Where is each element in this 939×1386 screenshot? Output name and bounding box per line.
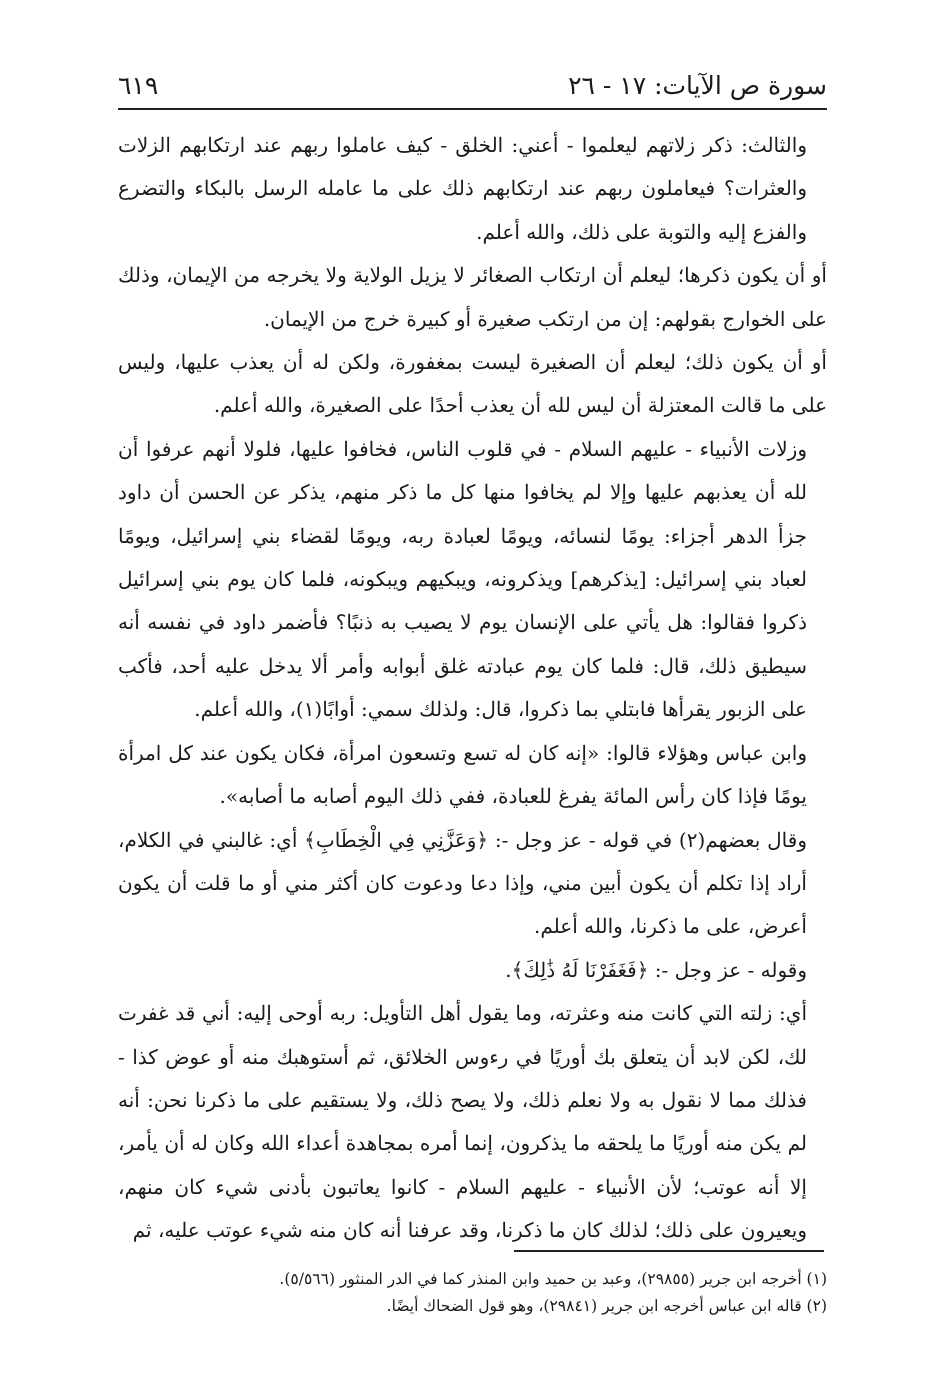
header-divider bbox=[118, 108, 827, 110]
footnote-1: (١) أخرجه ابن جرير (٢٩٨٥٥)، وعبد بن حميد وابن المنذر كما في الدر المنثور (٥/٥٦٦). bbox=[279, 1270, 827, 1288]
paragraph-ibn-abbas: وابن عباس وهؤلاء قالوا: «إنه كان له تسع وتسعون امرأة، فكان يكون عند كل امرأة يومًا فإذا كان رأس المائة يفرغ للعبادة، ففي ذلك اليوم أصابه ما أصابه». bbox=[118, 740, 807, 809]
surah-verses-title: سورة ص الآيات: ١٧ - ٢٦ bbox=[568, 71, 827, 100]
paragraph-minor-sins-punishment: أو أن يكون ذلك؛ ليعلم أن الصغيرة ليست بمغفورة، ولكن له أن يعذب عليها، وليس على ما قالت المعتزلة أن ليس لله أن يعذب أحدًا على الصغيرة، والله أعلم. bbox=[118, 350, 827, 418]
footnote-2: (٢) قاله ابن عباس أخرجه ابن جرير (٢٩٨٤١)، وهو قول الضحاك أيضًا. bbox=[386, 1297, 827, 1315]
paragraph-dawud-story: وزلات الأنبياء - عليهم السلام - في قلوب الناس، فخافوا عليها، فلولا أنهم عرفوا أن لله أن يعذبهم عليها وإلا لم يخافوا منها كل ما ذكر منهم، يذكر عن الحسن أن داود جزأ الدهر أجزاء: يومًا لنسائه، ويومًا لعبادة ربه، ويومًا لقضاء بني إسرائيل، ويومًا لعباد بني إسرائيل: [يذكرهم] ويذكرونه، ويبكيهم ويبكونه، فلما كان يوم بني إسرائيل ذكروا فقالوا: هل يأتي على الإنسان يوم لا يصيب به ذنبًا؟ فأضمر داود في نفسه أنه سيطيق ذلك، قال: فلما كان يوم عبادته غلق أبوابه وأمر ألا يدخل عليه أحد، فأكب على الزبور يقرأها فابتلي بما ذكروا، قال: ولذلك سمي: أوابًا(١)، والله أعلم. bbox=[118, 436, 807, 722]
paragraph-khitab-verse: وقال بعضهم(٢) في قوله - عز وجل -: ﴿وَعَزَّنِي فِي الْخِطَابِ﴾ أي: غالبني في الكلام، أراد إذا تكلم أن يكون أبين مني، وإذا دعا ودعوت كان أكثر مني أو ما قلت أن يكون أعرض، على ما ذكرنا، والله أعلم. bbox=[118, 827, 807, 939]
paragraph-forgiveness-verse: وقوله - عز وجل -: ﴿فَغَفَرْنَا لَهُ ذَٰلِكَ﴾. bbox=[505, 957, 807, 982]
paragraph-third-reason: والثالث: ذكر زلاتهم ليعلموا - أعني: الخلق - كيف عاملوا ربهم عند ارتكابهم الزلات والعثرات؟ فيعاملون ربهم عند ارتكابهم ذلك على ما عامله الرسل بالبكاء والتضرع والفزع إليه والتوبة على ذلك، والله أعلم. bbox=[118, 133, 807, 244]
running-header bbox=[118, 66, 827, 106]
paragraph-forgiveness-explanation: أي: زلته التي كانت منه وعثرته، وما يقول أهل التأويل: ربه أوحى إليه: أني قد غفرت لك، لكن لابد أن يتعلق بك أوريًا في رءوس الخلائق، ثم أستوهبك منه أو عوض كذا - فذلك مما لا نقول به ولا نعلم ذلك، ولا يصح ذلك، ولا يستقيم على ما ذكرنا نحن: أنه لم يكن منه أوريًا ما يلحقه ما يذكرون، إنما أمره بمجاهدة أعداء الله وكان له أن يأمر، إلا أنه عوتب؛ لأن الأنبياء - عليهم السلام - كانوا يعاتبون بأدنى شيء كان منهم، ويعيرون على ذلك؛ لذلك كان ما ذكرنا، وقد عرفنا أنه كان منه شيء عوتب عليه، ثم bbox=[118, 1001, 807, 1243]
footnote-divider bbox=[514, 1250, 824, 1252]
footnotes bbox=[118, 1266, 827, 1320]
paragraph-minor-sins-faith: أو أن يكون ذكرها؛ ليعلم أن ارتكاب الصغائر لا يزيل الولاية ولا يخرجه من الإيمان، وذلك على الخوارج بقولهم: إن من ارتكب صغيرة أو كبيرة خرج من الإيمان. bbox=[118, 263, 827, 331]
page-number: ٦١٩ bbox=[118, 71, 159, 100]
main-text bbox=[118, 124, 827, 1253]
